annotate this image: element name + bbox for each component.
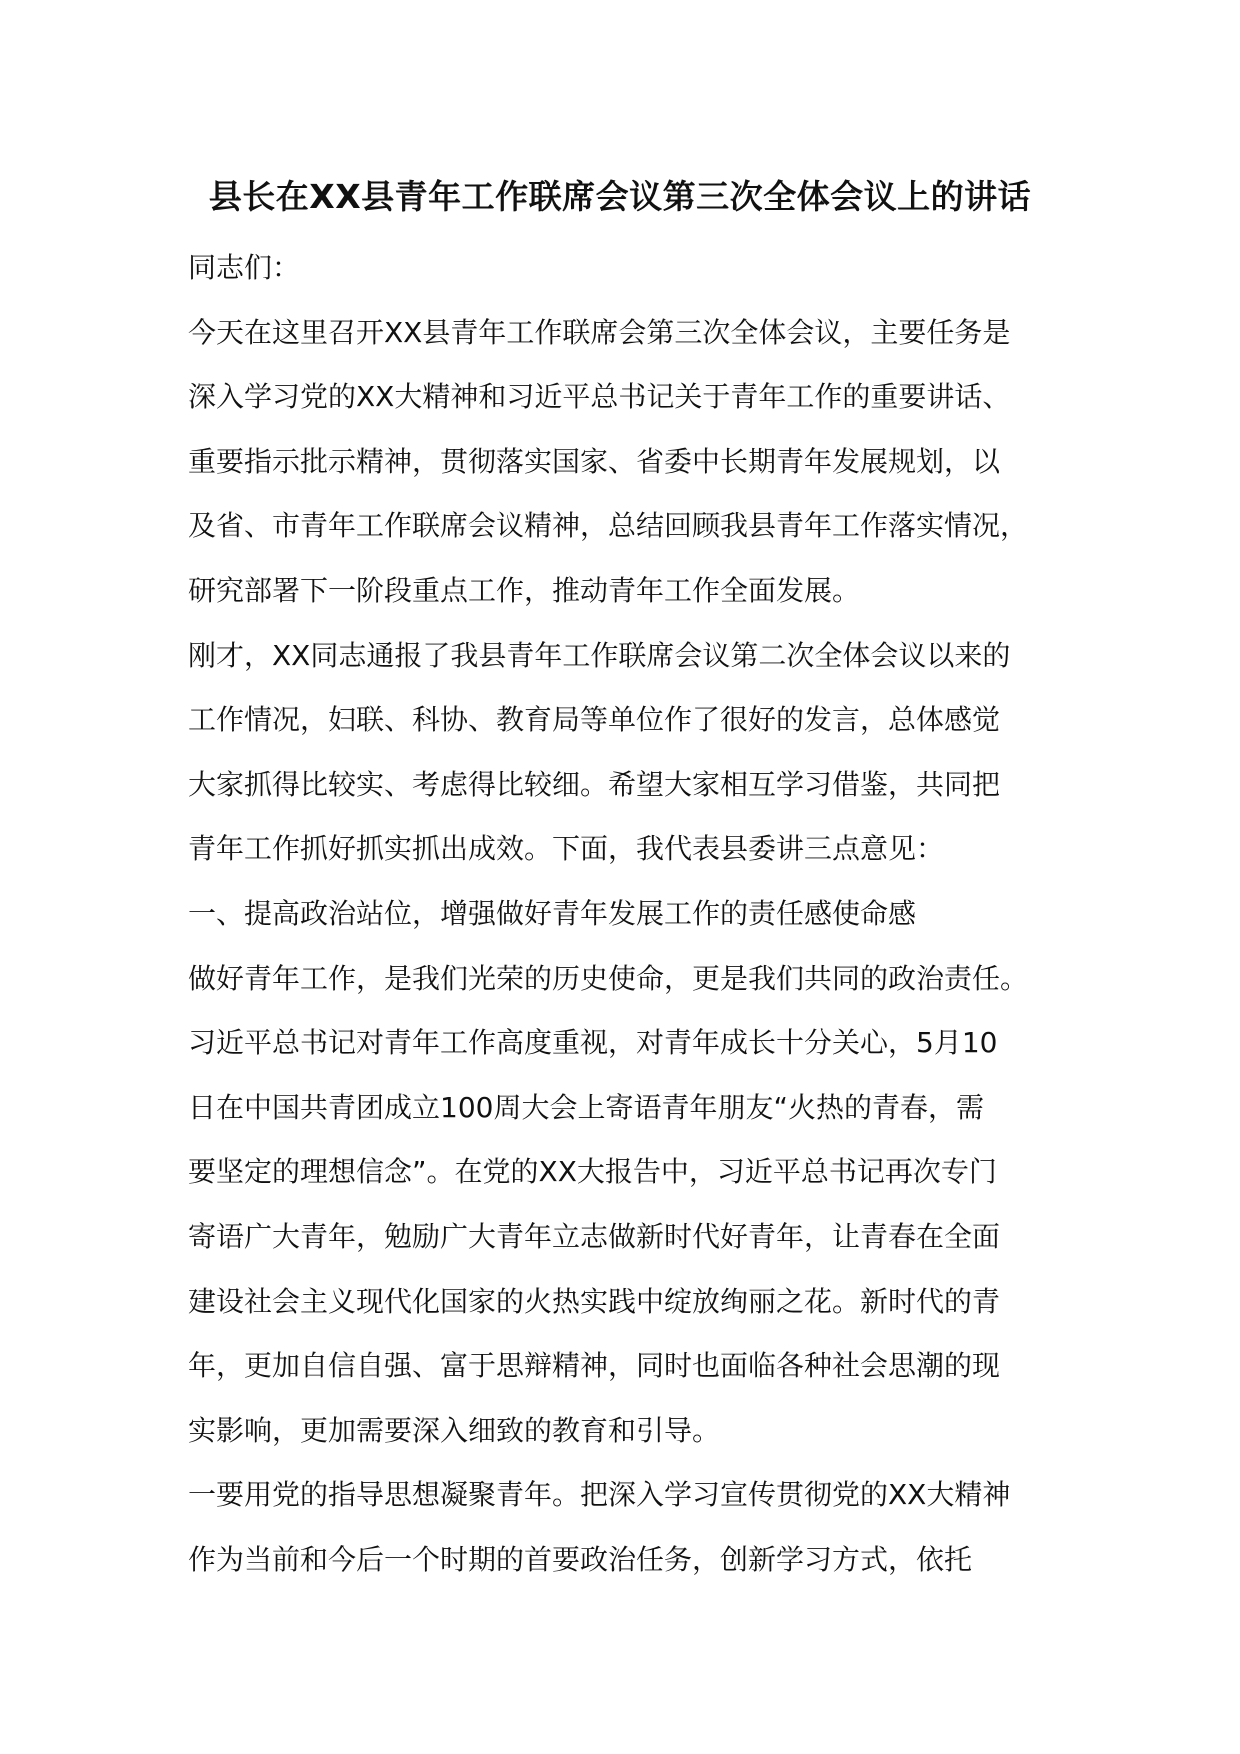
paragraph-point-1 <box>188 1463 1088 1592</box>
text-line: 深入学习党的XX大精神和习近平总书记关于青年工作的重要讲话、 <box>188 380 1011 414</box>
paragraph-mission <box>188 947 1088 1464</box>
document-title: 县长在XX县青年工作联席会议第三次全体会议上的讲话 <box>208 177 1032 216</box>
text-line: 青年工作抓好抓实抓出成效。下面，我代表县委讲三点意见： <box>188 832 945 866</box>
text-line: 要坚定的理想信念”。在党的XX大报告中，习近平总书记再次专门 <box>188 1155 997 1189</box>
text-line: 一要用党的指导思想凝聚青年。把深入学习宣传贯彻党的XX大精神 <box>188 1478 1011 1512</box>
text-line: 做好青年工作，是我们光荣的历史使命，更是我们共同的政治责任。 <box>188 961 1029 995</box>
text-line: 今天在这里召开XX县青年工作联席会第三次全体会议，主要任务是 <box>188 315 1011 349</box>
text-line: 一、提高政治站位，增强做好青年发展工作的责任感使命感 <box>188 896 917 930</box>
text-line: 日在中国共青团成立100周大会上寄语青年朋友“火热的青春，需 <box>188 1090 984 1124</box>
section-heading-1 <box>188 882 1088 947</box>
paragraph-review <box>188 624 1088 882</box>
text-line: 年，更加自信自强、富于思辩精神，同时也面临各种社会思潮的现 <box>188 1349 1001 1383</box>
paragraph-opening <box>188 301 1088 624</box>
document-body <box>188 236 1088 1592</box>
text-line: 寄语广大青年，勉励广大青年立志做新时代好青年，让青春在全面 <box>188 1219 1001 1253</box>
text-line: 刚才，XX同志通报了我县青年工作联席会议第二次全体会议以来的 <box>188 638 1011 672</box>
text-line: 及省、市青年工作联席会议精神，总结回顾我县青年工作落实情况， <box>188 509 1029 543</box>
text-line: 重要指示批示精神，贯彻落实国家、省委中长期青年发展规划，以 <box>188 444 1001 478</box>
text-line: 建设社会主义现代化国家的火热实践中绽放绚丽之花。新时代的青 <box>188 1284 1001 1318</box>
text-line: 研究部署下一阶段重点工作，推动青年工作全面发展。 <box>188 573 861 607</box>
text-line: 习近平总书记对青年工作高度重视，对青年成长十分关心，5月10 <box>188 1026 998 1060</box>
text-line: 同志们： <box>188 251 301 284</box>
text-line: 作为当前和今后一个时期的首要政治任务，创新学习方式，依托 <box>188 1542 973 1576</box>
text-line: 大家抓得比较实、考虑得比较细。希望大家相互学习借鉴，共同把 <box>188 767 1001 801</box>
salutation <box>188 236 1088 301</box>
text-line: 工作情况，妇联、科协、教育局等单位作了很好的发言，总体感觉 <box>188 703 1001 737</box>
text-line: 实影响，更加需要深入细致的教育和引导。 <box>188 1413 721 1447</box>
